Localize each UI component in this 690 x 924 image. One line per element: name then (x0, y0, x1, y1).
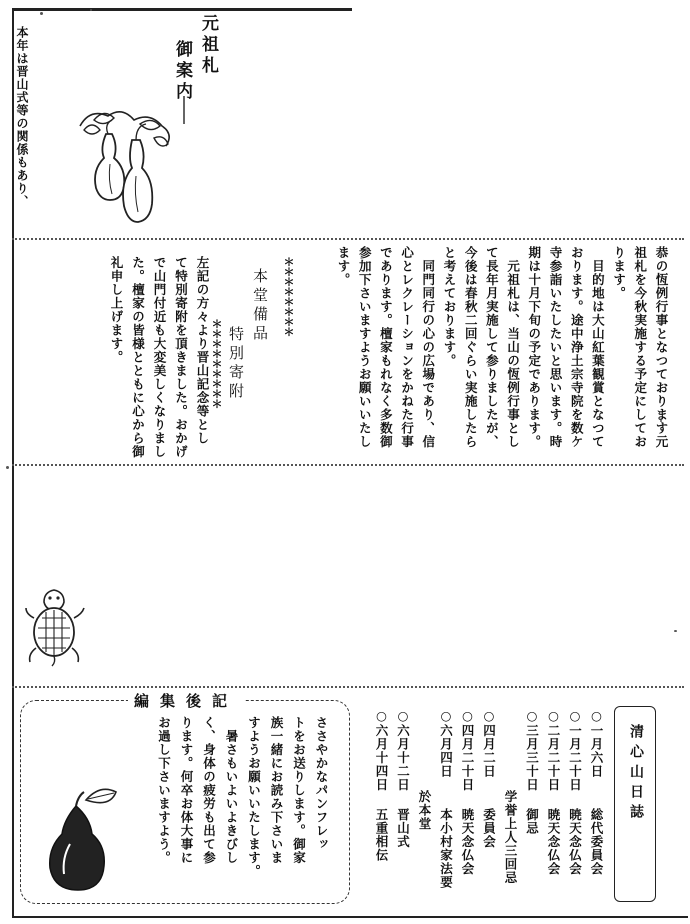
separator-1 (12, 238, 684, 240)
stars-mid: ＊＊＊＊＊＊＊＊＊ (210, 318, 223, 408)
diary-date: ○四月二十日 (460, 708, 475, 792)
diary-event: 本小村家法要 (438, 808, 454, 889)
diary-event: 委員会 (481, 808, 497, 849)
editor-note-column: ささやかなパンフレッ (314, 716, 329, 851)
diary-date: ○三月三十日 (524, 708, 540, 792)
diary-date: ○六月十四日 (374, 708, 389, 792)
guide-text-column: おります。途中浄土宗寺院を数ケ (569, 246, 585, 449)
guide-text-column: と考えております。 (442, 246, 457, 368)
donation-title-1: 本堂備品 (251, 268, 269, 344)
donation-text-column: て特別寄附を頂きました。おかげ (173, 256, 189, 459)
editor-note-column: ります。何卒お体大事に (179, 716, 194, 865)
title-line-1: 元祖札 (198, 14, 218, 77)
diary-event: 晋山式 (395, 808, 411, 849)
diary-title: 清心山日誌 (628, 724, 644, 824)
diary-date: ○六月十二日 (395, 708, 411, 792)
guide-text-column: 期は十月下旬の予定であります。 (526, 246, 542, 449)
diary-date: ○一月二十日 (567, 708, 583, 792)
diary-date: ○四月二日 (481, 708, 497, 778)
diary-event: 暁天念仏会 (567, 808, 583, 876)
diary-event: 総代委員会 (589, 808, 604, 876)
print-speck (40, 12, 43, 15)
diary-event: 暁天念仏会 (546, 808, 561, 876)
editor-note-column: すようお願いいたします。 (246, 716, 262, 878)
guide-text-column: 恭の恆例行事となつております元 (654, 246, 669, 449)
diary-date: ○一月六日 (589, 708, 604, 778)
diary-event: 学誉上人三回忌 (503, 790, 518, 885)
donation-title-2: 特別寄附 (227, 326, 245, 402)
editor-note-column: トをお送りします。御家 (291, 716, 307, 865)
editor-note-column: 暑さもいよいよきびし (224, 716, 239, 865)
print-speck (6, 466, 9, 469)
donation-text-column: 左記の方々より晋山記念等とし (195, 256, 210, 445)
guide-text-column: 今後は春秋二回ぐらい実施したら (463, 246, 479, 449)
guide-text-column: 寺参詣いたしたいと思います。時 (548, 246, 563, 449)
editor-note-column: お過し下さいますよう。 (156, 716, 172, 865)
diary-date: ○六月四日 (438, 708, 454, 778)
guide-text-column: 参加下さいますようお願いいたし (357, 246, 373, 449)
print-speck (674, 630, 677, 632)
separator-2 (12, 464, 684, 466)
donation-text-column: 礼申し上げます。 (109, 256, 124, 364)
guide-text-column: であります。檀家もれなく多数御 (378, 246, 394, 449)
guide-text-column: 心とレクレーションをかねた行事 (399, 246, 415, 449)
guide-text-column: 目的地は大山紅葉観賞となつて (590, 246, 606, 449)
pear-illustration (40, 786, 130, 896)
side-note: 本年は晋山式等の関係もあり、 (15, 26, 29, 208)
guide-text-column: 同門同行の心の広場であり、信 (420, 246, 436, 449)
diary-event: 五重相伝 (374, 808, 389, 862)
guide-text-column: ます。 (336, 246, 351, 287)
diary-event: 暁天念仏会 (460, 808, 475, 876)
editor-note-column: 族一緒にお読み下さいま (269, 716, 284, 865)
title-line-2: 御案内 (172, 40, 192, 103)
print-speck (90, 9, 92, 11)
gourd-illustration (70, 104, 180, 234)
donation-text-column: で山門付近も大変美しくなりまし (152, 256, 167, 459)
diary-date: ○二月二十日 (546, 708, 561, 792)
diary-event: 於本堂 (417, 790, 432, 831)
top-rule (12, 8, 352, 11)
separator-3 (12, 686, 684, 688)
donation-text-column: た。檀家の皆様とともに心から御 (130, 256, 146, 459)
editor-note-title: 編集後記 (128, 690, 244, 711)
turtle-illustration (24, 588, 84, 668)
guide-text-column: て長年月実施して参りましたが、 (484, 246, 500, 449)
stars-top: ＊＊＊＊＊＊＊＊ (282, 256, 295, 336)
editor-note-column: く、身体の疲労も出て参 (201, 716, 217, 865)
diary-event: 御忌 (524, 808, 540, 835)
guide-text-column: 元祖札は、当山の恆例行事とし (505, 246, 521, 449)
guide-text-column: ります。 (611, 246, 627, 300)
guide-text-column: 祖札を今秋実施する予定にしてお (632, 246, 648, 449)
